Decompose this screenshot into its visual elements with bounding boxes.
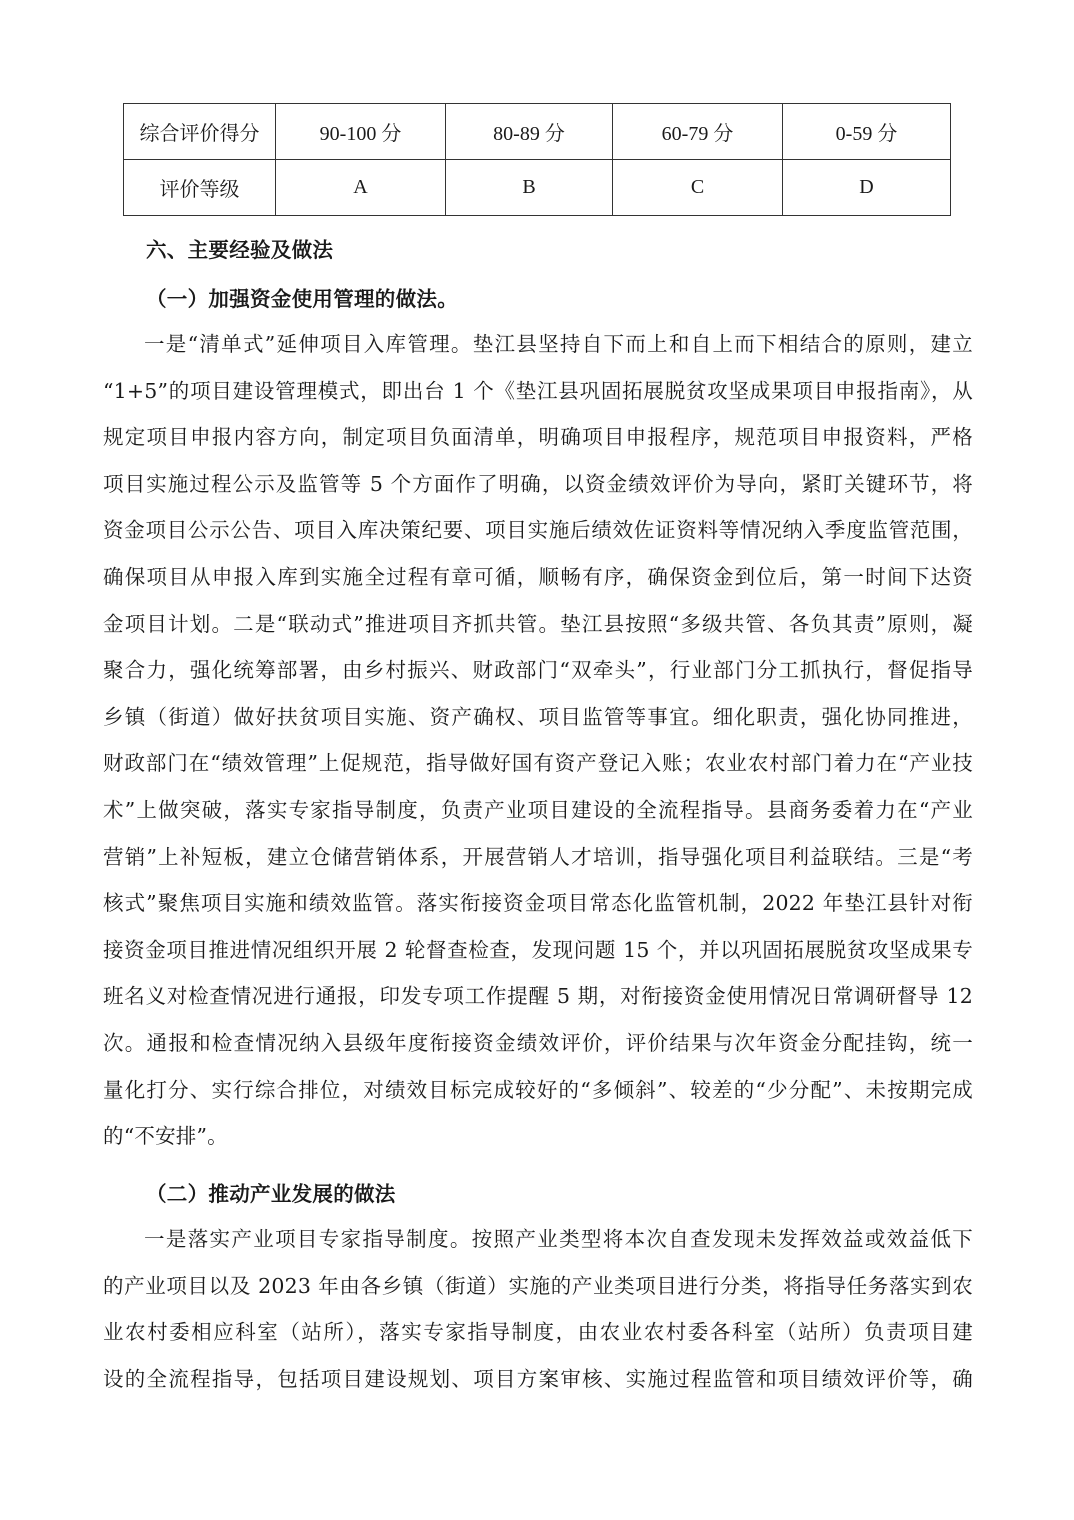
grade-table bbox=[123, 103, 951, 216]
section-heading: 六、主要经验及做法 bbox=[146, 238, 334, 262]
paragraph-fund-management bbox=[103, 321, 973, 1160]
text-line: 设的全流程指导，包括项目建设规划、项目方案审核、实施过程监管和项目绩效评价等，确 bbox=[103, 1366, 973, 1391]
table-cell: 90-100 分 bbox=[276, 104, 446, 160]
text-line: 术”上做突破，落实专家指导制度，负责产业项目建设的全流程指导。县商务委着力在“产业 bbox=[103, 797, 973, 822]
text-line: 接资金项目推进情况组织开展 2 轮督查检查，发现问题 15 个，并以巩固拓展脱贫攻坚成果专 bbox=[103, 937, 973, 962]
text-line: 班名义对检查情况进行通报，印发专项工作提醒 5 期，对衔接资金使用情况日常调研督导 12 bbox=[103, 984, 973, 1009]
text-line: 财政部门在“绩效管理”上促规范，指导做好国有资产登记入账；农业农村部门着力在“产业技 bbox=[103, 751, 973, 776]
table-row-grade bbox=[124, 160, 951, 216]
text-line: 聚合力，强化统筹部署，由乡村振兴、财政部门“双牵头”，行业部门分工抓执行，督促指导 bbox=[103, 658, 973, 683]
text-line: 的产业项目以及 2023 年由各乡镇（街道）实施的产业类项目进行分类，将指导任务落实到农 bbox=[103, 1273, 973, 1298]
table-cell: C bbox=[613, 160, 783, 216]
paragraph-industry-development bbox=[103, 1216, 973, 1402]
text-line: 确保项目从申报入库到实施全过程有章可循，顺畅有序，确保资金到位后，第一时间下达资 bbox=[103, 564, 973, 589]
text-line: 营销”上补短板，建立仓储营销体系，开展营销人才培训，指导强化项目利益联结。三是“考 bbox=[103, 844, 973, 869]
text-line: 乡镇（街道）做好扶贫项目实施、资产确权、项目监管等事宜。细化职责，强化协同推进， bbox=[103, 704, 973, 729]
text-line: 规定项目申报内容方向，制定项目负面清单，明确项目申报程序，规范项目申报资料，严格 bbox=[103, 425, 973, 450]
text-line: 项目实施过程公示及监管等 5 个方面作了明确，以资金绩效评价为导向，紧盯关键环节，将 bbox=[103, 471, 973, 496]
text-line: 一是落实产业项目专家指导制度。按照产业类型将本次自查发现未发挥效益或效益低下 bbox=[144, 1227, 973, 1251]
table-cell: 80-89 分 bbox=[446, 104, 613, 160]
text-line: 金项目计划。二是“联动式”推进项目齐抓共管。垫江县按照“多级共管、各负其责”原则，凝 bbox=[103, 611, 973, 636]
table-cell: D bbox=[783, 160, 951, 216]
text-line: 次。通报和检查情况纳入县级年度衔接资金绩效评价，评价结果与次年资金分配挂钩，统一 bbox=[103, 1030, 973, 1055]
text-line: 的“不安排”。 bbox=[103, 1124, 228, 1149]
table-cell: 0-59 分 bbox=[783, 104, 951, 160]
row-label: 综合评价得分 bbox=[124, 104, 276, 160]
table-cell: B bbox=[446, 160, 613, 216]
table-row-score bbox=[124, 104, 951, 160]
subsection-heading-1: （一）加强资金使用管理的做法。 bbox=[146, 287, 458, 311]
text-line: 资金项目公示公告、项目入库决策纪要、项目实施后绩效佐证资料等情况纳入季度监管范围， bbox=[103, 518, 973, 543]
text-line: 核式”聚焦项目实施和绩效监管。落实衔接资金项目常态化监管机制，2022 年垫江县针对衔 bbox=[103, 891, 973, 916]
text-line: 业农村委相应科室（站所），落实专家指导制度，由农业农村委各科室（站所）负责项目建 bbox=[103, 1320, 973, 1345]
text-line: 一是“清单式”延伸项目入库管理。垫江县坚持自下而上和自上而下相结合的原则，建立 bbox=[144, 332, 973, 356]
text-line: “1+5”的项目建设管理模式，即出台 1 个《垫江县巩固拓展脱贫攻坚成果项目申报指南》，从 bbox=[103, 378, 973, 403]
subsection-heading-2: （二）推动产业发展的做法 bbox=[146, 1182, 396, 1206]
row-label: 评价等级 bbox=[124, 160, 276, 216]
table-cell: A bbox=[276, 160, 446, 216]
text-line: 量化打分、实行综合排位，对绩效目标完成较好的“多倾斜”、较差的“少分配”、未按期完成 bbox=[103, 1077, 973, 1102]
table-cell: 60-79 分 bbox=[613, 104, 783, 160]
